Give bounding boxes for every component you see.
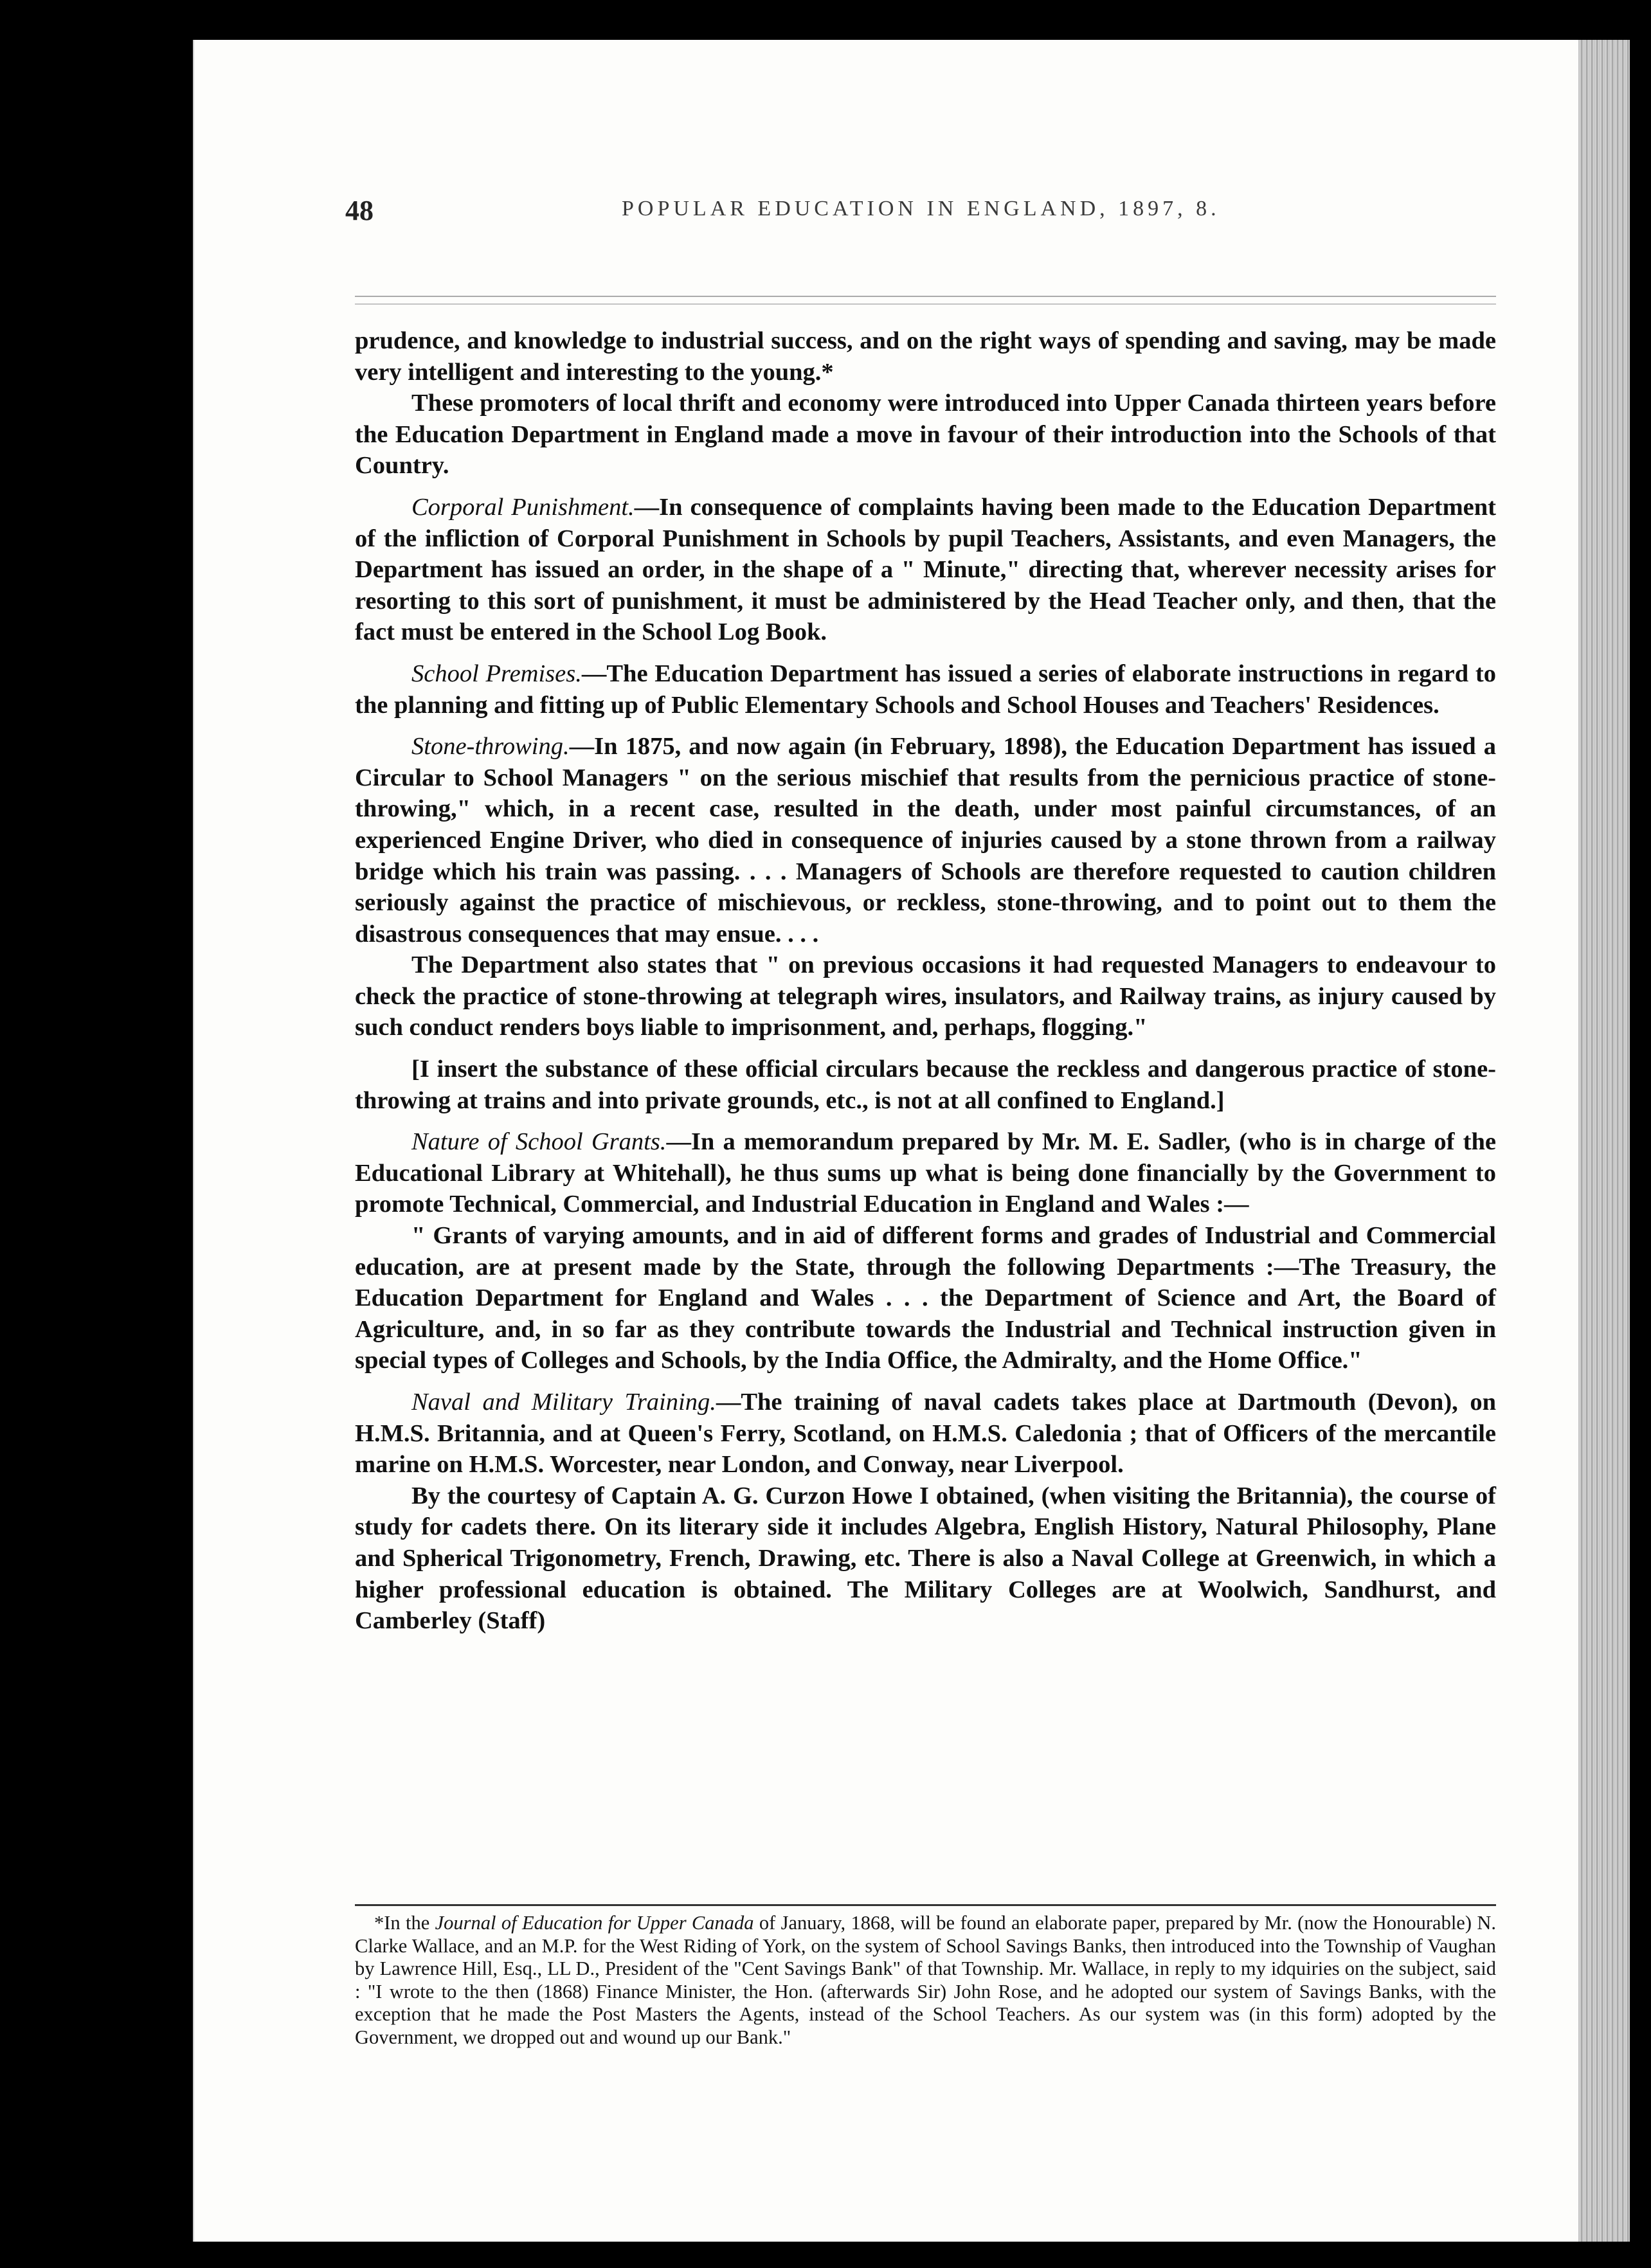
footnote-body: of January, 1868, will be found an elaborate paper, prepared by Mr. (now the Honourable) N. Clarke Wallace, and an M.P. for the West Riding of York, on the system of School Savings Banks, then introduced into the Township of Vaughan by Lawrence Hill, Esq., LL D., President of the "Cent Savings Bank" of that Township. Mr. Wallace, in reply to my idquiries on the subject, said : "I wrote to the then (1868) Finance Minister, the Hon. (afterwards Sir) John Rose, and he adopted our system of Savings Banks, with the exception that he made the Post Masters the Agents, instead of the School Teachers. As our system was (in this form) adopted by the Government, we dropped out and wound up our Bank." xyxy=(355,1912,1496,2048)
paragraph-school-premises xyxy=(355,658,1496,721)
paragraph-note: [I insert the substance of these official circulars because the reckless and dangerous practice of stone-throwing at trains and into private grounds, etc., is not at all confined to England.] xyxy=(355,1056,1496,1114)
page-header xyxy=(345,194,1400,246)
book-page-edges xyxy=(1578,40,1630,2242)
footnote-rule xyxy=(355,1904,1496,1906)
paragraph: These promoters of local thrift and economy were introduced into Upper Canada thirteen years before the Education Department in England made a move in favour of their introduction into the Schools of that Country. xyxy=(355,390,1496,480)
running-title: POPULAR EDUCATION IN ENGLAND, 1897, 8. xyxy=(622,197,1220,221)
paragraph: The Department also states that " on previous occasions it had requested Managers to endeavour to check the practice of stone-throwing at telegraph wires, insulators, and Railway trains, as injury caused by such conduct renders boys liable to imprisonment, and, perhaps, flogging." xyxy=(355,951,1496,1041)
side-heading: Naval and Military Training. xyxy=(411,1389,716,1416)
side-heading: School Premises. xyxy=(411,660,582,687)
paragraph-text: —In consequence of complaints having been made to the Education Department of the infliction of Corporal Punishment in Schools by pupil Teachers, Assistants, and even Managers, the Department has issued an order, in the shape of a " Minute," directing that, wherever necessity arises for resorting to this sort of punishment, it must be administered by the Head Teacher only, and then, that the fact must be entered in the School Log Book. xyxy=(355,493,1496,646)
paragraph-naval-military xyxy=(355,1387,1496,1480)
header-rule xyxy=(355,296,1496,297)
footnote-start: *In the xyxy=(374,1912,435,1934)
header-rule-lower xyxy=(355,303,1496,305)
page-sheet xyxy=(193,40,1580,2242)
footnote-journal-title: Journal of Education for Upper Canada xyxy=(435,1912,754,1934)
paragraph-text: —In 1875, and now again (in February, 1898), the Education Department has issued a Circular to School Managers " on the serious mischief that results from the pernicious practice of stone-throwing," which, in a recent case, resulted in the death, under most painful circumstances, of an experienced Engine Driver, who died in consequence of injuries caused by a stone thrown from a railway bridge which his train was passing. . . . Managers of Schools are therefore requested to caution children seriously against the practice of mischievous, or reckless, stone-throwing, and to point out to them the disastrous consequences that may ensue. . . . xyxy=(355,733,1496,948)
paragraph-school-grants xyxy=(355,1126,1496,1220)
paragraph: By the courtesy of Captain A. G. Curzon Howe I obtained, (when visiting the Britannia), the course of study for cadets there. On its literary side it includes Algebra, English History, Natural Philosophy, Plane and Spherical Trigonometry, French, Drawing, etc. There is also a Naval College at Greenwich, in which a higher professional education is obtained. The Military Colleges are at Woolwich, Sandhurst, and Camberley (Staff) xyxy=(355,1482,1496,1635)
paragraph-text: —In a memorandum prepared by Mr. M. E. Sadler, (who is in charge of the Educational Library at Whitehall), he thus sums up what is being done financially by the Government to promote Technical, Commercial, and Industrial Education in England and Wales :— xyxy=(355,1128,1497,1218)
paragraph-stone-throwing xyxy=(355,731,1496,950)
paragraph-quotation: " Grants of varying amounts, and in aid of different forms and grades of Industrial and Commercial education, are at present made by the State, through the following Departments :—The Treasury, the Education Department for England and Wales . . . the Department of Science and Art, the Board of Agriculture, and, in so far as they contribute towards the Industrial and Technical instruction given in special types of Colleges and Schools, by the India Office, the Admiralty, and the Home Office." xyxy=(355,1222,1496,1374)
side-heading: Nature of School Grants. xyxy=(411,1128,667,1156)
footnote xyxy=(355,1912,1496,2049)
paragraph-text: —The training of naval cadets takes place at Dartmouth (Devon), on H.M.S. Britannia, and at Queen's Ferry, Scotland, on H.M.S. Caledonia ; that of Officers of the mercantile marine on H.M.S. Worcester, near London, and Conway, near Liverpool. xyxy=(355,1389,1496,1479)
paragraph-corporal-punishment xyxy=(355,492,1496,648)
footnote-text xyxy=(355,1912,1496,2049)
page-number: 48 xyxy=(345,195,374,226)
paragraph: prudence, and knowledge to industrial success, and on the right ways of spending and saving, may be made very intelligent and interesting to the young.* xyxy=(355,327,1496,386)
main-text xyxy=(355,325,1496,1637)
side-heading: Corporal Punishment. xyxy=(411,493,635,521)
paragraph-text: —The Education Department has issued a series of elaborate instructions in regard to the planning and fitting up of Public Elementary Schools and School Houses and Teachers' Residences. xyxy=(355,660,1496,719)
side-heading: Stone-throwing. xyxy=(411,733,570,760)
